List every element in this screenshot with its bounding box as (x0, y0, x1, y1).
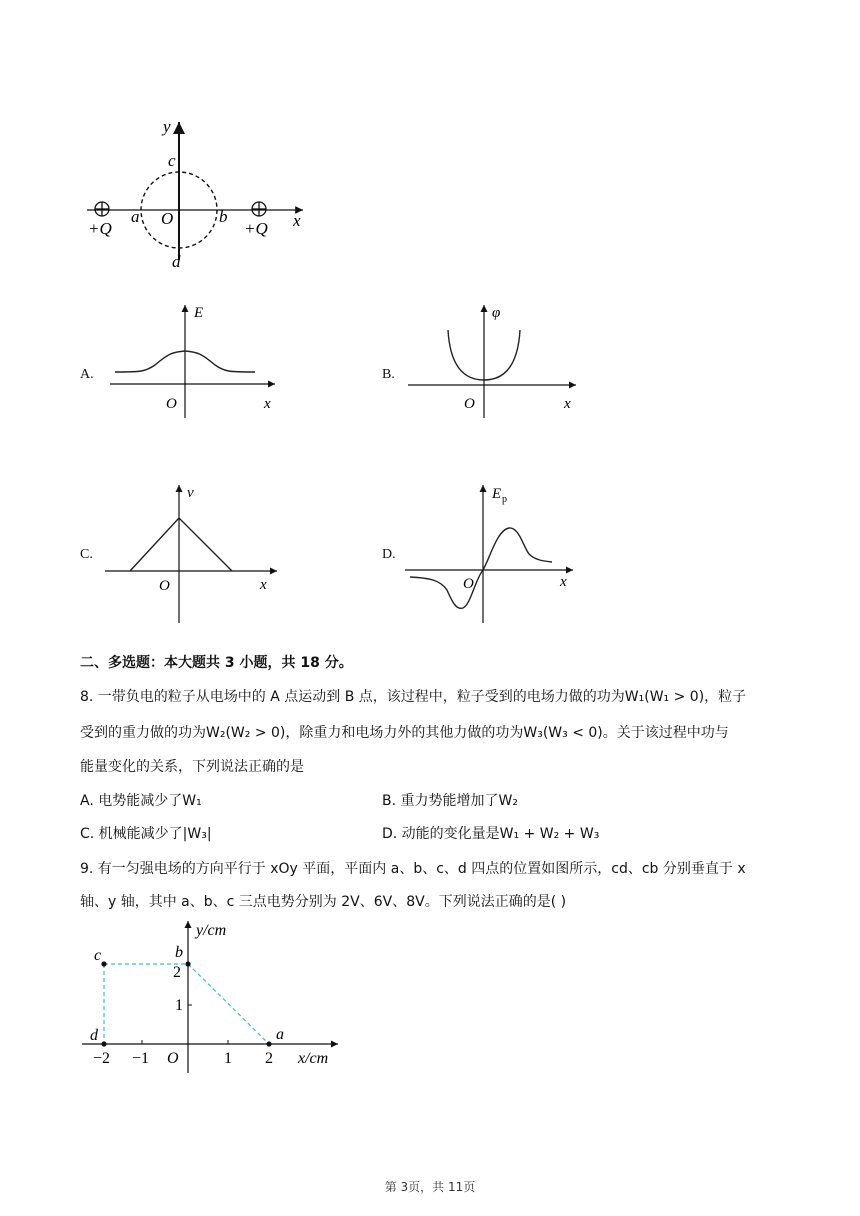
q9-tick-x-neg2: −2 (93, 1050, 111, 1067)
graph-b-xlabel: x (564, 396, 571, 412)
graph-d (405, 480, 585, 625)
graph-c-origin: O (159, 578, 170, 594)
q9-tick-x-2: 2 (265, 1050, 273, 1067)
q9-origin: O (167, 1050, 179, 1067)
q8-option-a: A. 电势能减少了W₁ (80, 793, 202, 809)
option-d-label: D. (382, 547, 396, 562)
point-a (266, 1041, 271, 1046)
page-footer: 第 3页，共 11页 (384, 1180, 476, 1194)
point-d (101, 1041, 106, 1046)
graph-d-ylabel-sub: p (502, 494, 507, 505)
q9-tick-y-2: 2 (173, 964, 181, 981)
q9-label-d: d (90, 1027, 98, 1044)
section-heading: 二、多选题：本大题共 3 小题，共 18 分。 (80, 655, 353, 671)
charge-right-label: +Q (244, 219, 268, 238)
q9-label-b: b (175, 944, 183, 961)
graph-d-origin: O (463, 576, 474, 592)
q9-coordinate-figure (80, 915, 350, 1075)
q9-ylabel: y/cm (196, 922, 227, 939)
graph-b-ylabel: φ (492, 305, 501, 321)
curve-v (130, 518, 232, 571)
q8-line3: 能量变化的关系，下列说法正确的是 (80, 759, 304, 775)
q8-option-c: C. 机械能减少了|W₃| (80, 826, 212, 842)
charge-right-icon (252, 202, 266, 216)
q8-option-d: D. 动能的变化量是W₁ + W₂ + W₃ (382, 826, 600, 842)
charge-left-icon (95, 202, 109, 216)
graph-b (408, 300, 588, 420)
graph-a (110, 300, 290, 420)
option-a-label: A. (80, 367, 94, 382)
origin-label: O (161, 209, 174, 228)
q9-xlabel: x/cm (298, 1050, 329, 1067)
option-c-label: C. (80, 547, 93, 562)
graph-c-ylabel: v (187, 485, 194, 501)
q9-tick-x-1: 1 (224, 1050, 232, 1067)
q9-line2: 轴、y 轴，其中 a、b、c 三点电势分别为 2V、6V、8V。下列说法正确的是( ) (80, 894, 567, 910)
point-c (101, 961, 106, 966)
point-b (185, 961, 190, 966)
point-d-label: d (172, 252, 181, 271)
q8-option-b: B. 重力势能增加了W₂ (382, 793, 518, 809)
option-b-label: B. (382, 367, 395, 382)
graph-a-ylabel: E (194, 305, 204, 321)
q8-line1: 8. 一带负电的粒子从电场中的 A 点运动到 B 点，该过程中，粒子受到的电场力做的功为W₁(W₁ > 0)，粒子 (80, 689, 747, 705)
graph-a-xlabel: x (264, 396, 271, 412)
graph-b-origin: O (464, 396, 475, 412)
point-b-label: b (219, 207, 228, 226)
point-a-label: a (131, 207, 140, 226)
q8-line2: 受到的重力做的功为W₂(W₂ > 0)，除重力和电场力外的其他力做的功为W₃(W₃ < 0)。关于该过程中功与 (80, 725, 729, 741)
q9-label-c: c (94, 947, 102, 964)
axis-y-label: y (163, 117, 171, 136)
q9-tick-y-1: 1 (175, 997, 183, 1014)
axis-x-label: x (293, 211, 301, 230)
point-c-label: c (168, 151, 176, 170)
q9-tick-x-neg1: −1 (132, 1050, 150, 1067)
graph-c-xlabel: x (260, 577, 267, 593)
curve-ep (410, 528, 552, 608)
two-charge-figure (85, 112, 315, 272)
graph-d-ylabel: E (492, 486, 502, 502)
graph-c (105, 480, 285, 625)
q9-line1: 9. 有一匀强电场的方向平行于 xOy 平面，平面内 a、b、c、d 四点的位置如图所示，cd、cb 分别垂直于 x (80, 861, 746, 877)
graph-d-xlabel: x (560, 574, 567, 590)
segment-ba (188, 964, 269, 1044)
graph-a-origin: O (166, 396, 177, 412)
q9-label-a: a (276, 1026, 284, 1043)
charge-left-label: +Q (88, 219, 112, 238)
